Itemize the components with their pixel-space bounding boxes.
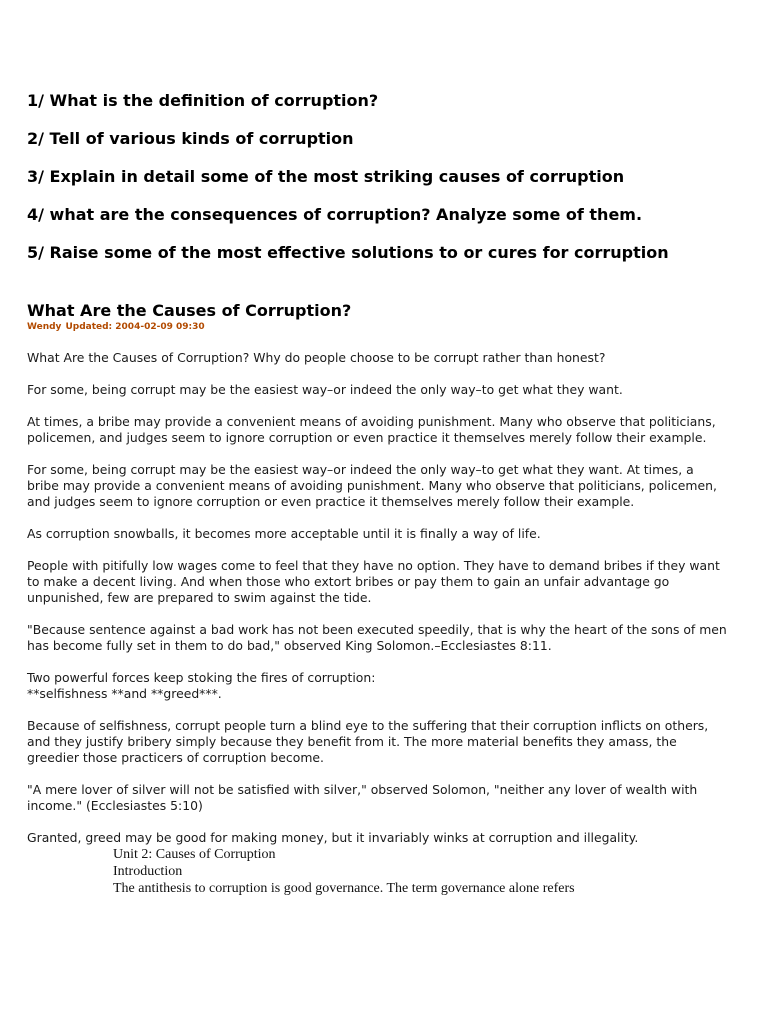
- paragraph-line: "A mere lover of silver will not be satisfied with silver," observed Solomon, "neither any lover of wealth with: [27, 782, 698, 797]
- question-1: 1/ What is the definition of corruption?: [27, 91, 379, 110]
- article-updated: Updated: 2004-02-09 09:30: [65, 322, 205, 332]
- article: [27, 300, 747, 862]
- unit-heading: Unit 2: Causes of Corruption: [113, 847, 276, 862]
- paragraph-4: [27, 462, 747, 510]
- paragraph-line: Because of selfishness, corrupt people turn a blind eye to the suffering that their corruption inflicts on others,: [27, 718, 709, 733]
- paragraph-line: For some, being corrupt may be the easiest way–or indeed the only way–to get what they want.: [27, 382, 623, 397]
- question-5: 5/ Raise some of the most effective solutions to or cures for corruption: [27, 243, 669, 262]
- paragraph-line: greedier those practicers of corruption become.: [27, 750, 324, 765]
- paragraph-line: unpunished, few are prepared to swim against the tide.: [27, 590, 372, 605]
- paragraph-line: and judges seem to ignore corruption or even practice it themselves merely follow their example.: [27, 494, 635, 509]
- paragraph-line: and they justify bribery simply because they benefit from it. The more material benefits they amass, the: [27, 734, 677, 749]
- paragraph-3: [27, 414, 747, 446]
- paragraph-8: [27, 670, 747, 702]
- paragraph-line: "Because sentence against a bad work has not been executed speedily, that is why the heart of the sons of men: [27, 622, 727, 637]
- article-byline: [27, 322, 747, 333]
- question-list: [27, 90, 757, 280]
- question-3: 3/ Explain in detail some of the most striking causes of corruption: [27, 167, 625, 186]
- paragraph-line: policemen, and judges seem to ignore corruption or even practice it themselves merely follow their example.: [27, 430, 707, 445]
- paragraph-5: [27, 526, 747, 542]
- paragraph-11: [27, 830, 747, 846]
- paragraph-10: [27, 782, 747, 814]
- paragraph-line: has become fully set in them to do bad," observed King Solomon.–Ecclesiastes 8:11.: [27, 638, 552, 653]
- paragraph-7: [27, 622, 747, 654]
- paragraph-line: For some, being corrupt may be the easiest way–or indeed the only way–to get what they want. At times, a: [27, 462, 694, 477]
- paragraph-line: As corruption snowballs, it becomes more acceptable until it is finally a way of life.: [27, 526, 541, 541]
- unit-text: The antithesis to corruption is good governance. The term governance alone refers: [113, 881, 575, 896]
- paragraph-9: [27, 718, 747, 766]
- unit-subheading: Introduction: [113, 864, 183, 879]
- paragraph-line: People with pitifully low wages come to feel that they have no option. They have to demand bribes if they want: [27, 558, 720, 573]
- question-4: 4/ what are the consequences of corruption? Analyze some of them.: [27, 205, 643, 224]
- paragraph-line: to make a decent living. And when those who extort bribes or pay them to gain an unfair advantage go: [27, 574, 670, 589]
- article-title: What Are the Causes of Corruption?: [27, 301, 352, 320]
- paragraph-line: At times, a bribe may provide a convenient means of avoiding punishment. Many who observe that politicians,: [27, 414, 716, 429]
- paragraph-6: [27, 558, 747, 606]
- unit-section: [113, 846, 753, 897]
- paragraph-1: [27, 350, 747, 366]
- paragraph-line: What Are the Causes of Corruption? Why do people choose to be corrupt rather than honest?: [27, 350, 606, 365]
- paragraph-line: Granted, greed may be good for making money, but it invariably winks at corruption and illegality.: [27, 830, 639, 845]
- paragraph-2: [27, 382, 747, 398]
- paragraph-line: bribe may provide a convenient means of avoiding punishment. Many who observe that politicians, policemen,: [27, 478, 717, 493]
- paragraph-line: **selfishness **and **greed***.: [27, 686, 222, 701]
- article-author: Wendy: [27, 322, 62, 332]
- paragraph-line: income." (Ecclesiastes 5:10): [27, 798, 203, 813]
- question-2: 2/ Tell of various kinds of corruption: [27, 129, 354, 148]
- paragraph-line: Two powerful forces keep stoking the fires of corruption:: [27, 670, 376, 685]
